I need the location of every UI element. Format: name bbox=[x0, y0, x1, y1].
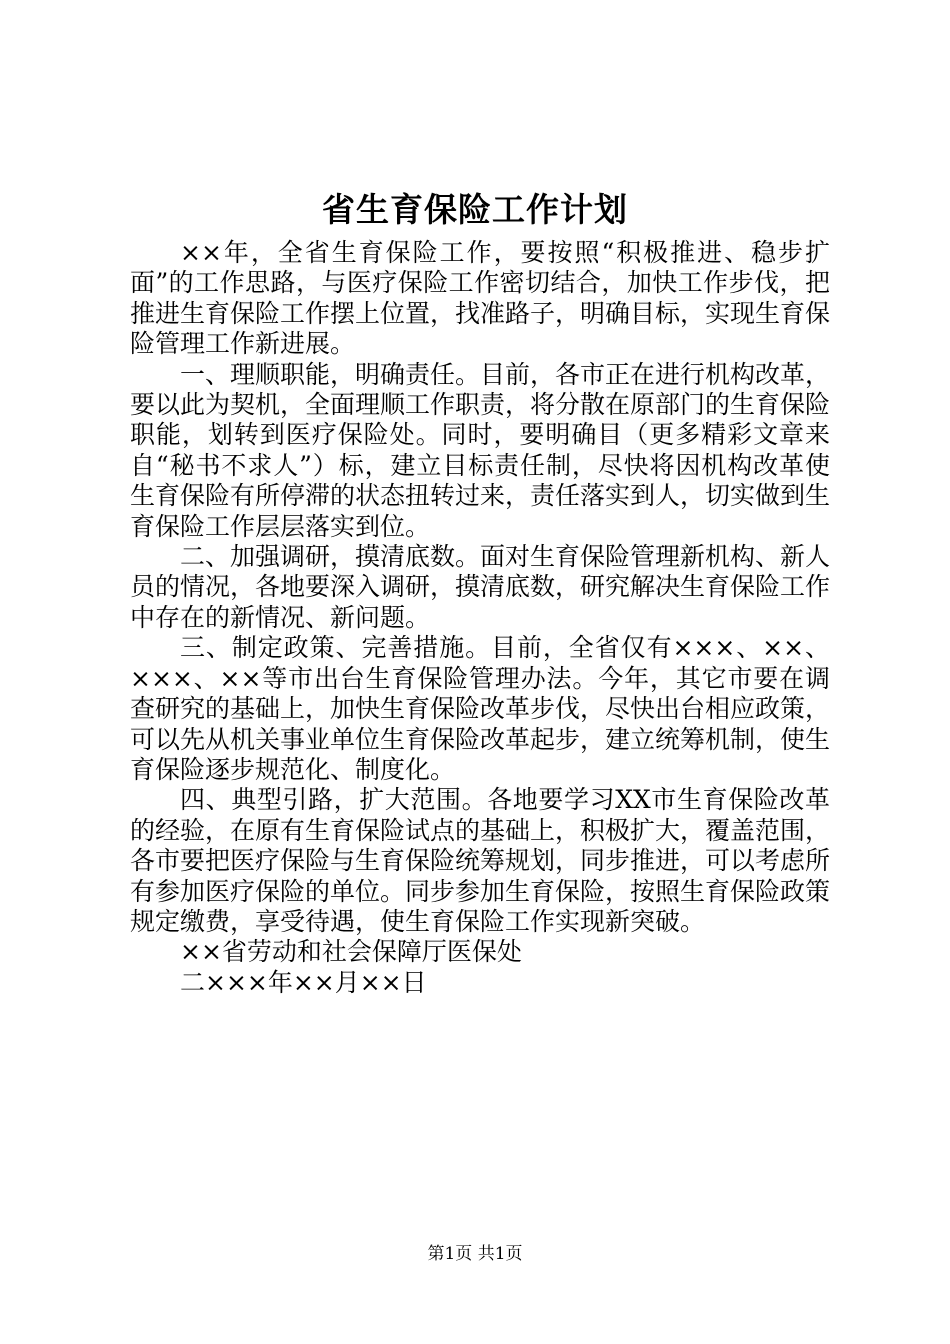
signature-date: 二×××年××月××日 bbox=[180, 967, 427, 997]
section-1-paragraph: 一、理顺职能，明确责任。目前，各市正在进行机构改革，要以此为契机，全面理顺工作职责，将分散在原部门的生育保险职能，划转到医疗保险处。同时，要明确目（更多精彩文章来自“秘书不求人”）标，建立目标责任制，尽快将因机构改革使生育保险有所停滞的状态扭转过来，责任落实到人，切实做到生育保险工作层层落实到位。 bbox=[130, 359, 831, 541]
intro-paragraph: ××年，全省生育保险工作，要按照“积极推进、稳步扩面”的工作思路，与医疗保险工作密切结合，加快工作步伐，把推进生育保险工作摆上位置，找准路子，明确目标，实现生育保险管理工作新进展。 bbox=[130, 238, 831, 359]
section-2-paragraph: 二、加强调研，摸清底数。面对生育保险管理新机构、新人员的情况，各地要深入调研，摸清底数，研究解决生育保险工作中存在的新情况、新问题。 bbox=[130, 542, 831, 632]
page-footer: 第1页 共1页 bbox=[427, 1244, 523, 1264]
document-body bbox=[130, 238, 830, 998]
section-4-paragraph: 四、典型引路，扩大范围。各地要学习XX市生育保险改革的经验，在原有生育保险试点的基础上，积极扩大，覆盖范围，各市要把医疗保险与生育保险统筹规划，同步推进，可以考虑所有参加医疗保险的单位。同步参加生育保险，按照生育保险政策规定缴费，享受待遇，使生育保险工作实现新突破。 bbox=[130, 785, 831, 936]
signature-organization: ××省劳动和社会保障厅医保处 bbox=[180, 937, 522, 967]
section-3-paragraph: 三、制定政策、完善措施。目前，全省仅有×××、××、×××、××等市出台生育保险管理办法。今年，其它市要在调查研究的基础上，加快生育保险改革步伐，尽快出台相应政策，可以先从机关事业单位生育保险改革起步，建立统筹机制，使生育保险逐步规范化、制度化。 bbox=[130, 633, 831, 784]
document-title: 省生育保险工作计划 bbox=[322, 190, 628, 229]
